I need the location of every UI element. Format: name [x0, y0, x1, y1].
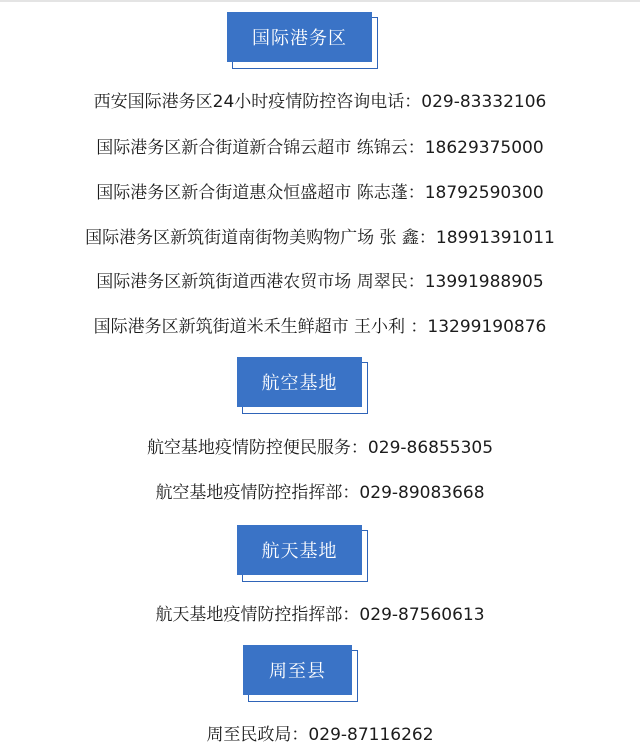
section-heading-aviation-base: [242, 362, 368, 414]
top-divider: [0, 0, 640, 2]
section-heading-international-port: [232, 17, 378, 69]
section-heading-aerospace-base: [242, 530, 368, 582]
contact-line: 航空基地疫情防控便民服务：029-86855305: [146, 438, 494, 458]
section-heading-label: 国际港务区: [227, 12, 372, 62]
contact-line: 国际港务区新合街道惠众恒盛超市 陈志蓬：18792590300: [96, 183, 544, 203]
section-heading-zhouzhi-county: [248, 650, 358, 702]
section-heading-label: 航天基地: [237, 525, 362, 575]
contact-line: 西安国际港务区24小时疫情防控咨询电话：029-83332106: [93, 92, 547, 112]
contact-line: 国际港务区新筑街道南街物美购物广场 张 鑫：18991391011: [85, 228, 555, 248]
contact-line: 航空基地疫情防控指挥部：029-89083668: [155, 483, 485, 503]
contact-line: 航天基地疫情防控指挥部：029-87560613: [155, 605, 485, 625]
contact-line: 国际港务区新筑街道米禾生鲜超市 王小利 ：13299190876: [93, 317, 547, 337]
section-heading-label: 周至县: [243, 645, 352, 695]
contact-line: 国际港务区新合街道新合锦云超市 练锦云：18629375000: [96, 138, 544, 158]
section-heading-label: 航空基地: [237, 357, 362, 407]
contact-line: 国际港务区新筑街道西港农贸市场 周翠民：13991988905: [96, 272, 544, 292]
contact-line: 周至民政局：029-87116262: [206, 725, 434, 745]
